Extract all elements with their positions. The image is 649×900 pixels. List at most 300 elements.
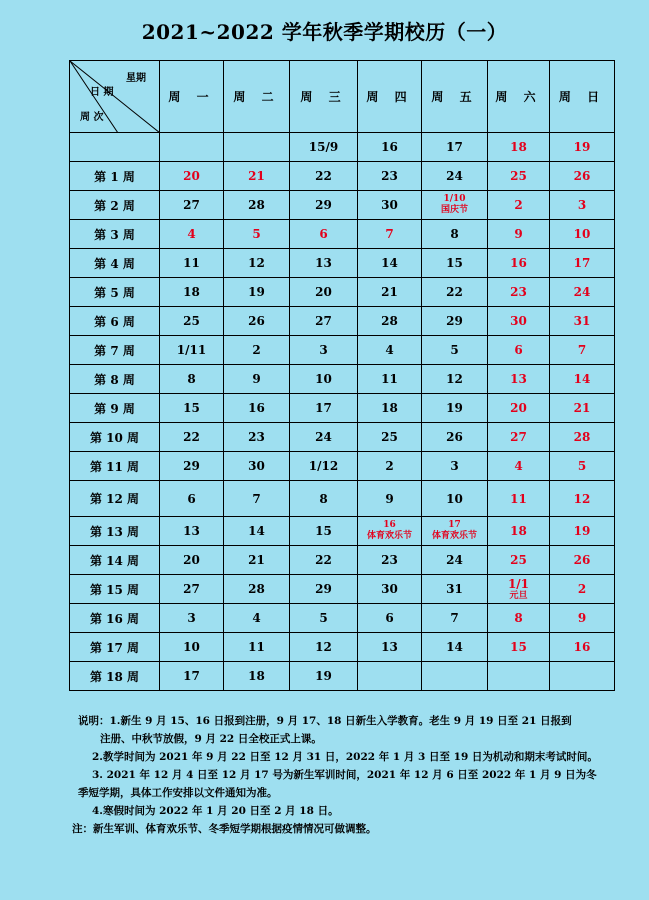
school-calendar-table — [69, 60, 615, 691]
date-number: 16 — [381, 140, 398, 154]
date-cell — [290, 249, 358, 278]
date-number: 7 — [252, 491, 261, 506]
date-number: 15 — [446, 256, 463, 270]
date-cell — [160, 162, 224, 191]
date-cell — [290, 423, 358, 452]
date-number: 25 — [183, 314, 200, 328]
date-number: 8 — [187, 372, 196, 386]
date-number: 22 — [315, 169, 332, 183]
date-cell — [550, 633, 615, 662]
date-cell — [290, 604, 358, 633]
date-number: 23 — [381, 553, 398, 567]
date-cell — [488, 394, 550, 423]
week-label: 第 5 周 — [70, 278, 160, 307]
date-cell — [488, 662, 550, 691]
date-cell — [422, 394, 488, 423]
week-row — [70, 278, 615, 307]
date-number: 22 — [446, 285, 463, 299]
date-cell — [290, 633, 358, 662]
date-cell — [224, 249, 290, 278]
date-cell — [290, 481, 358, 517]
date-number: 19 — [248, 285, 265, 299]
date-number: 24 — [315, 430, 332, 444]
week-label: 第 13 周 — [70, 517, 160, 546]
date-number: 14 — [446, 640, 463, 654]
notes-section — [72, 712, 638, 838]
date-number: 9 — [252, 372, 261, 386]
date-cell — [224, 162, 290, 191]
date-cell — [488, 162, 550, 191]
date-number: 31 — [446, 582, 463, 596]
date-number: 3 — [450, 459, 459, 473]
week-row — [70, 423, 615, 452]
date-number: 19 — [573, 524, 591, 538]
date-number: 13 — [315, 256, 332, 270]
date-number: 17 — [183, 669, 200, 683]
holiday-label: 国庆节 — [440, 205, 468, 215]
date-cell — [422, 133, 488, 162]
date-cell — [358, 517, 422, 546]
date-cell — [422, 307, 488, 336]
date-cell — [160, 633, 224, 662]
date-cell — [550, 423, 615, 452]
date-number: 3 — [319, 343, 328, 357]
date-cell — [224, 133, 290, 162]
date-number: 14 — [381, 256, 398, 270]
date-number: 8 — [514, 611, 523, 625]
date-number: 9 — [385, 491, 394, 506]
date-number: 1/1 — [507, 576, 530, 591]
date-cell — [160, 220, 224, 249]
date-number: 30 — [248, 459, 265, 473]
date-cell — [160, 307, 224, 336]
date-number: 29 — [315, 582, 332, 596]
date-number: 26 — [573, 553, 591, 567]
date-number: 15 — [183, 401, 200, 415]
week-label: 第 16 周 — [70, 604, 160, 633]
date-cell — [358, 452, 422, 481]
date-cell — [160, 394, 224, 423]
date-cell — [550, 162, 615, 191]
date-number: 12 — [573, 491, 591, 506]
note-line: 3. 2021 年 12 月 4 日至 12 月 17 号为新生军训时间，2021 年 12 月 6 日至 2022 年 1 月 9 日为冬 — [92, 769, 597, 781]
date-cell — [224, 220, 290, 249]
week-row — [70, 162, 615, 191]
date-cell — [290, 336, 358, 365]
week-row — [70, 249, 615, 278]
date-cell — [488, 517, 550, 546]
date-cell — [160, 365, 224, 394]
date-number: 18 — [381, 401, 398, 415]
week-row — [70, 662, 615, 691]
date-cell — [488, 481, 550, 517]
date-cell — [160, 604, 224, 633]
date-cell — [488, 249, 550, 278]
date-number: 16 — [248, 401, 265, 415]
date-number: 3 — [577, 198, 587, 212]
week-label: 第 15 周 — [70, 575, 160, 604]
date-number: 11 — [381, 372, 398, 386]
date-number: 8 — [319, 491, 328, 506]
date-number: 19 — [573, 140, 591, 154]
date-number: 26 — [446, 430, 463, 444]
date-cell — [488, 336, 550, 365]
date-number: 27 — [315, 314, 332, 328]
weekday-header: 周 一 — [160, 61, 224, 133]
date-number: 15 — [510, 640, 527, 654]
week-row — [70, 307, 615, 336]
date-number: 4 — [385, 343, 394, 357]
date-number: 10 — [573, 227, 591, 241]
date-cell — [290, 278, 358, 307]
date-number: 10 — [183, 640, 200, 654]
date-number: 17 — [315, 401, 332, 415]
date-number: 27 — [183, 198, 200, 212]
date-cell — [488, 307, 550, 336]
week-row — [70, 481, 615, 517]
date-cell — [422, 546, 488, 575]
date-cell — [358, 481, 422, 517]
date-cell — [160, 546, 224, 575]
date-cell — [290, 662, 358, 691]
date-number: 25 — [381, 430, 398, 444]
week-row — [70, 394, 615, 423]
date-cell — [422, 220, 488, 249]
week-label: 第 2 周 — [70, 191, 160, 220]
date-cell — [224, 191, 290, 220]
date-cell — [290, 517, 358, 546]
date-number: 30 — [510, 314, 527, 328]
date-number: 13 — [510, 372, 527, 386]
date-cell — [290, 191, 358, 220]
date-cell — [422, 423, 488, 452]
week-label: 第 17 周 — [70, 633, 160, 662]
date-number: 2 — [385, 459, 394, 473]
date-cell — [160, 278, 224, 307]
holiday-label: 体育欢乐节 — [431, 531, 477, 541]
date-number: 5 — [319, 611, 328, 625]
holiday-label: 体育欢乐节 — [366, 531, 412, 541]
date-number: 26 — [573, 169, 591, 183]
date-cell — [488, 604, 550, 633]
date-number: 21 — [248, 169, 265, 183]
date-cell — [224, 423, 290, 452]
date-cell — [422, 162, 488, 191]
date-number: 16 — [383, 520, 396, 530]
week-label: 第 12 周 — [70, 481, 160, 517]
date-cell — [550, 220, 615, 249]
date-number: 19 — [315, 669, 332, 683]
date-number: 18 — [510, 140, 527, 154]
date-number: 4 — [514, 459, 523, 473]
date-cell — [224, 307, 290, 336]
date-number: 5 — [450, 343, 459, 357]
weekday-header: 周 六 — [488, 61, 550, 133]
date-cell — [358, 423, 422, 452]
date-cell — [550, 452, 615, 481]
week-label: 第 4 周 — [70, 249, 160, 278]
date-cell — [358, 365, 422, 394]
date-number: 20 — [315, 285, 332, 299]
date-cell — [550, 546, 615, 575]
date-cell — [550, 517, 615, 546]
date-number: 21 — [573, 401, 591, 415]
date-number: 2 — [514, 198, 523, 212]
date-cell — [160, 336, 224, 365]
date-cell — [550, 249, 615, 278]
date-number: 6 — [319, 227, 328, 241]
date-cell — [358, 336, 422, 365]
week-label: 第 8 周 — [70, 365, 160, 394]
date-number: 13 — [183, 524, 200, 538]
date-cell — [550, 365, 615, 394]
date-number: 8 — [450, 227, 459, 241]
week-row — [70, 517, 615, 546]
date-cell — [358, 162, 422, 191]
weekday-header: 周 五 — [422, 61, 488, 133]
date-number: 16 — [573, 640, 591, 654]
week-row — [70, 546, 615, 575]
date-cell — [358, 278, 422, 307]
date-cell — [358, 394, 422, 423]
date-number: 23 — [510, 285, 527, 299]
date-cell — [358, 133, 422, 162]
date-cell — [488, 133, 550, 162]
date-cell — [422, 481, 488, 517]
date-number: 18 — [248, 669, 265, 683]
corner-weekday-label: 星期 — [126, 73, 146, 84]
date-cell — [160, 423, 224, 452]
date-cell — [488, 546, 550, 575]
date-number: 3 — [187, 611, 196, 625]
date-cell — [160, 133, 224, 162]
date-cell — [358, 191, 422, 220]
page-title: 2021~2022 学年秋季学期校历（一） — [141, 20, 508, 44]
date-cell — [224, 278, 290, 307]
date-cell — [224, 604, 290, 633]
date-number: 9 — [514, 227, 523, 241]
date-number: 24 — [446, 553, 463, 567]
date-cell — [290, 220, 358, 249]
week-row — [70, 191, 615, 220]
week-label: 第 9 周 — [70, 394, 160, 423]
date-cell — [550, 662, 615, 691]
holiday-label: 元旦 — [509, 590, 528, 601]
date-number: 7 — [577, 343, 587, 357]
corner-week-label: 周 次 — [80, 112, 104, 123]
week-label: 第 10 周 — [70, 423, 160, 452]
date-number: 27 — [510, 430, 527, 444]
date-cell — [488, 633, 550, 662]
date-cell — [160, 517, 224, 546]
date-number: 28 — [573, 430, 591, 444]
date-number: 24 — [573, 285, 591, 299]
date-number: 29 — [183, 459, 200, 473]
date-number: 25 — [510, 553, 527, 567]
date-number: 11 — [248, 640, 265, 654]
date-cell — [358, 249, 422, 278]
date-cell — [422, 191, 488, 220]
week-row — [70, 452, 615, 481]
note-line: 4.寒假时间为 2022 年 1 月 20 日至 2 月 18 日。 — [92, 805, 339, 817]
date-cell — [488, 278, 550, 307]
date-number: 26 — [248, 314, 265, 328]
date-number: 17 — [573, 256, 591, 270]
date-cell — [160, 249, 224, 278]
date-number: 14 — [248, 524, 265, 538]
date-number: 23 — [381, 169, 398, 183]
date-cell — [224, 662, 290, 691]
date-cell — [550, 336, 615, 365]
week-label: 第 3 周 — [70, 220, 160, 249]
date-number: 28 — [248, 582, 265, 596]
date-number: 7 — [385, 227, 394, 241]
date-cell — [224, 365, 290, 394]
date-cell — [224, 481, 290, 517]
date-cell — [290, 575, 358, 604]
week-row — [70, 365, 615, 394]
date-number: 1/11 — [176, 343, 207, 357]
date-number: 28 — [381, 314, 398, 328]
date-number: 18 — [183, 285, 200, 299]
date-cell — [224, 336, 290, 365]
date-cell — [290, 394, 358, 423]
date-number: 6 — [514, 343, 523, 357]
date-cell — [550, 278, 615, 307]
week-row — [70, 604, 615, 633]
note-line: 注册、中秋节放假，9 月 22 日全校正式上课。 — [100, 733, 322, 745]
date-cell — [550, 307, 615, 336]
date-number: 15/9 — [308, 140, 339, 154]
weekday-header: 周 三 — [290, 61, 358, 133]
week-row — [70, 336, 615, 365]
date-number: 14 — [573, 372, 591, 386]
date-number: 2 — [577, 582, 587, 596]
date-cell — [224, 394, 290, 423]
date-number: 30 — [381, 582, 398, 596]
date-number: 1/10 — [443, 194, 466, 204]
date-number: 1/12 — [308, 459, 339, 473]
date-number: 2 — [252, 343, 261, 357]
date-cell — [290, 162, 358, 191]
date-number: 4 — [187, 227, 196, 241]
date-number: 29 — [315, 198, 332, 212]
date-number: 6 — [385, 611, 394, 625]
date-number: 17 — [446, 140, 463, 154]
date-cell — [224, 633, 290, 662]
date-number: 12 — [315, 640, 332, 654]
date-cell — [422, 633, 488, 662]
date-cell — [422, 249, 488, 278]
date-cell — [160, 481, 224, 517]
date-cell — [550, 191, 615, 220]
date-cell — [290, 133, 358, 162]
date-cell — [488, 452, 550, 481]
header-row — [70, 61, 615, 133]
date-cell — [358, 604, 422, 633]
date-number: 19 — [446, 401, 463, 415]
date-cell — [422, 604, 488, 633]
date-number: 9 — [577, 611, 587, 625]
date-cell — [488, 423, 550, 452]
note-line: 2.教学时间为 2021 年 9 月 22 日至 12 月 31 日，2022 年 1 月 3 日至 19 日为机动和期末考试时间。 — [92, 751, 598, 763]
date-cell — [422, 662, 488, 691]
date-cell — [358, 307, 422, 336]
date-number: 22 — [183, 430, 200, 444]
date-cell — [160, 575, 224, 604]
week-label — [70, 133, 160, 162]
weekday-header: 周 四 — [358, 61, 422, 133]
date-cell — [488, 365, 550, 394]
date-number: 28 — [248, 198, 265, 212]
date-cell — [550, 133, 615, 162]
week-row — [70, 220, 615, 249]
week-label: 第 18 周 — [70, 662, 160, 691]
date-cell — [290, 546, 358, 575]
week-row — [70, 133, 615, 162]
date-cell — [290, 307, 358, 336]
date-number: 5 — [577, 459, 587, 473]
date-number: 6 — [187, 491, 196, 506]
date-number: 12 — [446, 372, 463, 386]
date-number: 15 — [315, 524, 332, 538]
week-label: 第 1 周 — [70, 162, 160, 191]
note-line: 季短学期，具体工作安排以文件通知为准。 — [78, 787, 278, 799]
date-cell — [550, 481, 615, 517]
note-line: 说明：1.新生 9 月 15、16 日报到注册，9 月 17、18 日新生入学教育。老生 9 月 19 日至 21 日报到 — [78, 715, 572, 727]
date-cell — [160, 191, 224, 220]
date-number: 30 — [381, 198, 398, 212]
date-number: 10 — [446, 491, 463, 506]
date-cell — [550, 394, 615, 423]
date-number: 13 — [381, 640, 398, 654]
date-cell — [358, 633, 422, 662]
date-cell — [422, 575, 488, 604]
date-number: 7 — [450, 611, 459, 625]
corner-date-label: 日 期 — [90, 87, 114, 98]
date-cell — [224, 517, 290, 546]
date-number: 4 — [252, 611, 261, 625]
date-cell — [488, 575, 550, 604]
date-number: 24 — [446, 169, 463, 183]
date-cell — [358, 662, 422, 691]
date-cell — [488, 191, 550, 220]
date-cell — [290, 452, 358, 481]
date-cell — [488, 220, 550, 249]
week-label: 第 6 周 — [70, 307, 160, 336]
date-cell — [422, 365, 488, 394]
weekday-header: 周 二 — [224, 61, 290, 133]
date-number: 16 — [510, 256, 527, 270]
weekday-header: 周 日 — [550, 61, 615, 133]
date-cell — [160, 662, 224, 691]
date-cell — [224, 546, 290, 575]
date-cell — [224, 452, 290, 481]
date-number: 17 — [448, 520, 461, 530]
date-number: 20 — [183, 553, 200, 567]
note-footnote: 注：新生军训、体育欢乐节、冬季短学期根据疫情情况可做调整。 — [72, 823, 377, 835]
date-number: 10 — [315, 372, 332, 386]
date-cell — [422, 336, 488, 365]
week-label: 第 7 周 — [70, 336, 160, 365]
date-cell — [358, 546, 422, 575]
date-cell — [160, 452, 224, 481]
date-number: 12 — [248, 256, 265, 270]
date-cell — [550, 604, 615, 633]
week-row — [70, 633, 615, 662]
date-cell — [358, 575, 422, 604]
date-number: 23 — [248, 430, 265, 444]
